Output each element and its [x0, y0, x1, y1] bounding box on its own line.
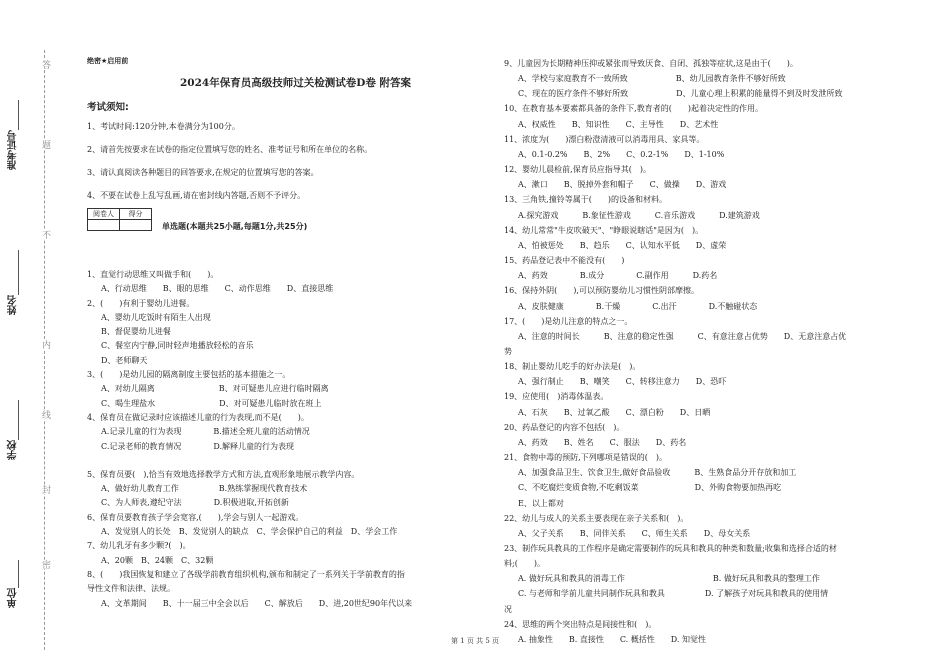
notice-list — [87, 115, 478, 207]
question-stem: 2、( )有利于婴幼儿进餐。 — [87, 298, 195, 308]
question-option: C、为人师表,遵纪守法 D.积极进取,开拓创新 — [101, 498, 289, 508]
question-stem: 13、三角铁,撞铃等属于( )的设备和材料。 — [504, 195, 667, 205]
secret-mark: 绝密★启用前 — [87, 57, 129, 65]
name-label: 姓名 — [8, 295, 19, 315]
name-blank — [18, 250, 28, 295]
question-stem — [87, 454, 478, 468]
question-option: C. 与老师和学前儿童共同制作玩具和教具 D. 了解孩子对玩具和教具的使用情 — [518, 589, 829, 599]
school-label: 学校 — [8, 440, 19, 460]
question-stem: 12、婴幼儿晨检前,保育员应指导其( )。 — [504, 165, 651, 175]
score-table — [87, 208, 152, 231]
question-stem: 17、( )是幼儿注意的特点之一。 — [504, 316, 633, 326]
question-stem: 14、幼儿常常"牛皮吹破天"、"睁眼说瞎话"是因为( )。 — [504, 225, 704, 235]
reviewer-cell: 阅卷人 — [88, 209, 120, 220]
question-stem: 5、保育员要( ),恰当有效地选择教学方式和方法,直观形象地展示教学内容。 — [87, 469, 360, 479]
reviewer-blank[interactable] — [88, 220, 120, 231]
left-question-list — [87, 268, 478, 611]
question-stem: 10、在教育基本要素都具备的条件下,教育者的( )起着决定性的作用。 — [504, 104, 763, 114]
question-stem: 15、药品登记表中不能没有( ) — [504, 256, 625, 266]
question-stem: 4、保育员在做记录时应该描述儿童的行为表现,而不是( )。 — [87, 412, 309, 422]
question-option: A、婴幼儿吃饭时有陌生人出现 — [101, 312, 211, 322]
binding-word: 线 — [40, 410, 50, 419]
notice-item: 2、请首先按要求在试卷的指定位置填写您的姓名、准考证号和所在单位的名称。 — [87, 145, 373, 154]
question-option: A、学校与家庭教育不一致所致 B、幼儿园教育条件不够好所致 — [518, 74, 786, 84]
exam-number-label: 准考证号 — [8, 130, 19, 170]
right-question-list — [504, 56, 914, 647]
right-column — [504, 56, 914, 647]
question-option: A、发觉别人的长处 B、发觉别人的缺点 C、学会保护自己的利益 D、学会工作 — [101, 527, 398, 537]
question-option: A、加强食品卫生、饮食卫生,做好食品验收 B、生熟食品分开存放和加工 — [518, 468, 797, 478]
question-stem: 势 — [504, 346, 512, 356]
question-stem: 况 — [504, 604, 512, 614]
question-option: B、督促婴幼儿进餐 — [101, 327, 171, 337]
notice-heading: 考试须知: — [87, 102, 129, 113]
question-stem: 19、应使用( )消毒体温表。 — [504, 392, 609, 402]
question-stem: 11、浓度为( )漂白粉澄清液可以消毒用具、家具等。 — [504, 134, 705, 144]
unit-blank — [18, 560, 28, 588]
binding-word: 内 — [40, 340, 50, 349]
question-option: A、漱口 B、脱掉外套和帽子 C、做操 D、游戏 — [518, 180, 727, 190]
question-stem: 23、制作玩具教具的工作程序是确定需要制作的玩具和教具的种类和数量;收集和选择合适的材 — [504, 544, 837, 553]
binding-word: 答 — [40, 60, 50, 69]
question-option: A、皮肤健康 B.干燥 C.出汗 D.不触碰状态 — [518, 301, 758, 311]
question-option: A、做好幼儿教育工作 B.熟练掌握现代教育技术 — [101, 484, 308, 494]
question-option: A、注意的时间长 B、注意的稳定性强 C、有意注意占优势 D、无意注意占优 — [518, 331, 847, 341]
question-option: A.探究游戏 B.象征性游戏 C.音乐游戏 D.建筑游戏 — [518, 210, 760, 220]
question-stem: 18、制止婴幼儿吃手的好办法是( )。 — [504, 362, 641, 372]
question-option: A、药效 B.成分 C.副作用 D.药名 — [518, 271, 718, 281]
question-option: D、老师聊天 — [101, 355, 148, 365]
question-option: A. 做好玩具和教具的消毒工作 B. 做好玩具和教具的整理工作 — [518, 574, 820, 584]
question-stem: 3、( )是幼儿园的隔离制度主要包括的基本措施之一。 — [87, 370, 291, 380]
question-option: E、以上都对 — [518, 498, 564, 508]
question-option: A、怕被惩处 B、趋乐 C、认知水平低 D、虚荣 — [518, 240, 727, 250]
score-row — [87, 207, 478, 232]
question-option: A、文革期间 B、十一届三中全会以后 C、解放后 D、进,20世纪90年代以来 — [101, 598, 413, 608]
question-option: A、行动思维 B、眼的思维 C、动作思维 D、直接思维 — [101, 284, 334, 294]
question-stem: 8、( )我国恢复和建立了各级学前教育组织机构,颁布和制定了一系列关于学前教育的指 — [87, 569, 405, 579]
question-option: A、0.1-0.2% B、2% C、0.2-1% D、1-10% — [518, 149, 725, 159]
school-blank — [18, 400, 28, 440]
notice-item: 1、考试时间:120分钟,本卷满分为100分。 — [87, 122, 240, 131]
question-option: C、喝生理盐水 D、对可疑患儿临时放在班上 — [101, 398, 322, 408]
question-stem: 21、食物中毒的预防,下列哪项是错误的( )。 — [504, 453, 667, 463]
notice-item: 3、请认真阅读各种题目的回答要求,在规定的位置填写您的答案。 — [87, 168, 319, 177]
question-option: A、父子关系 B、同伴关系 C、师生关系 D、母女关系 — [518, 528, 751, 538]
binding-strip — [0, 40, 70, 620]
question-stem: 16、保持外阴( ),可以预防婴幼儿习惯性阴部摩擦。 — [504, 286, 699, 296]
question-option: A. 抽象性 B. 直接性 C. 概括性 D. 知觉性 — [518, 634, 706, 644]
exam-number-blank — [18, 100, 28, 130]
binding-word: 不 — [40, 230, 50, 239]
binding-word: 题 — [40, 140, 50, 149]
binding-word: 密 — [40, 560, 50, 569]
question-stem: 1、直觉行动思维又叫做手和( )。 — [87, 270, 219, 279]
question-stem: 料;( )。 — [504, 559, 545, 569]
question-option: A、强行制止 B、嘲笑 C、转移注意力 D、恐吓 — [518, 377, 727, 387]
question-stem: 20、药品登记的内容不包括( )。 — [504, 422, 625, 432]
section-title: 单选题(本题共25小题,每题1分,共25分) — [162, 222, 308, 231]
unit-label: 单位 — [8, 588, 19, 608]
question-option: A、石灰 B、过氧乙酸 C、漂白粉 D、日晒 — [518, 407, 711, 417]
page-title: 2024年保育员高级技师过关检测试卷D卷 附答案 — [180, 77, 411, 89]
question-option: A、药效 B、姓名 C、服法 D、药名 — [518, 437, 687, 447]
notice-item: 4、不要在试卷上乱写乱画,请在密封线内答题,否则不予评分。 — [87, 191, 306, 200]
question-stem: 9、儿童因为长期精神压抑或紧张而导致厌食、自闭、孤独等症状,这是由于( )。 — [504, 59, 798, 68]
score-cell: 得分 — [120, 209, 152, 220]
score-blank[interactable] — [120, 220, 152, 231]
page-footer: 第 1 页 共 5 页 — [450, 637, 500, 645]
question-stem: 导性文件和法律、法规。 — [87, 584, 175, 594]
question-option: C.记录老师的教育情况 D.解释儿童的行为表现 — [101, 441, 295, 451]
left-column — [83, 56, 478, 611]
question-option: C、不吃腐烂变质食物,不吃剩饭菜 D、外购食物要加热再吃 — [518, 483, 782, 493]
question-option: C、餐室内宁静,同时轻声地播放轻松的音乐 — [101, 341, 254, 351]
question-stem: 6、保育员要教育孩子学会宽容,( ),学会与别人一起游戏。 — [87, 512, 304, 522]
question-stem: 7、幼儿乳牙有多少颗?( )。 — [87, 541, 191, 551]
binding-word: 封 — [40, 485, 50, 494]
question-option: A.记录儿童的行为表现 B.描述全班儿童的活动情况 — [101, 427, 310, 437]
question-option: A、对幼儿隔离 B、对可疑患儿应进行临时隔离 — [101, 384, 329, 394]
question-option: A、20颗 B、24颗 C、32颗 — [101, 555, 214, 565]
question-option: A、权威性 B、知识性 C、主导性 D、艺术性 — [518, 119, 719, 129]
question-stem: 24、思维的两个突出特点是间接性和( )。 — [504, 619, 657, 629]
question-option: C、现在的医疗条件不够好所致 D、儿童心理上积累的能量得不到及时发泄所致 — [518, 89, 843, 99]
question-stem: 22、幼儿与成人的关系主要表现在亲子关系和( )。 — [504, 513, 689, 523]
